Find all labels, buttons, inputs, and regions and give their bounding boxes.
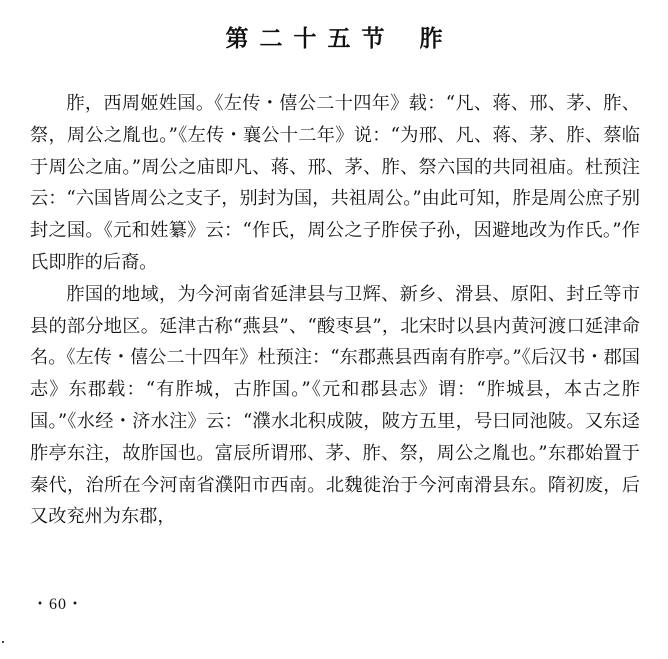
section-heading xyxy=(0,24,668,54)
page-number: ・60・ xyxy=(32,596,85,613)
body-text xyxy=(30,88,640,533)
scan-speck xyxy=(2,641,4,643)
section-number: 第二十五节 xyxy=(225,26,396,52)
section-title: 胙 xyxy=(419,26,443,52)
paragraph-2: 胙国的地域，为今河南省延津县与卫辉、新乡、滑县、原阳、封丘等市县的部分地区。延津古称“燕县”、“酸枣县”，北宋时以县内黄河渡口延津命名。《左传・僖公二十四年》杜预注：“东郡燕县西南有胙亭。”《后汉书・郡国志》东郡载：“有胙城，古胙国。”《元和郡县志》谓：“胙城县，本古之胙国。”《水经・济水注》云：“濮水北积成陂，陂方五里，号曰同池陂。又东迳胙亭东注，故胙国也。富辰所谓邢、茅、胙、祭，周公之胤也。”东郡始置于秦代，治所在今河南省濮阳市西南。北魏徙治于今河南滑县东。隋初废，后又改兖州为东郡， xyxy=(30,283,640,528)
paragraph-1: 胙，西周姬姓国。《左传・僖公二十四年》载：“凡、蒋、邢、茅、胙、祭，周公之胤也。”《左传・襄公十二年》说：“为邢、凡、蒋、茅、胙、蔡临于周公之庙。”周公之庙即凡、蒋、邢、茅、胙、祭六国的共同祖庙。杜预注云：“六国皆周公之支子，别封为国，共祖周公。”由此可知，胙是周公庶子别封之国。《元和姓纂》云：“作氏，周公之子胙侯子孙，因避地改为作氏。”作氏即胙的后裔。 xyxy=(30,93,640,273)
